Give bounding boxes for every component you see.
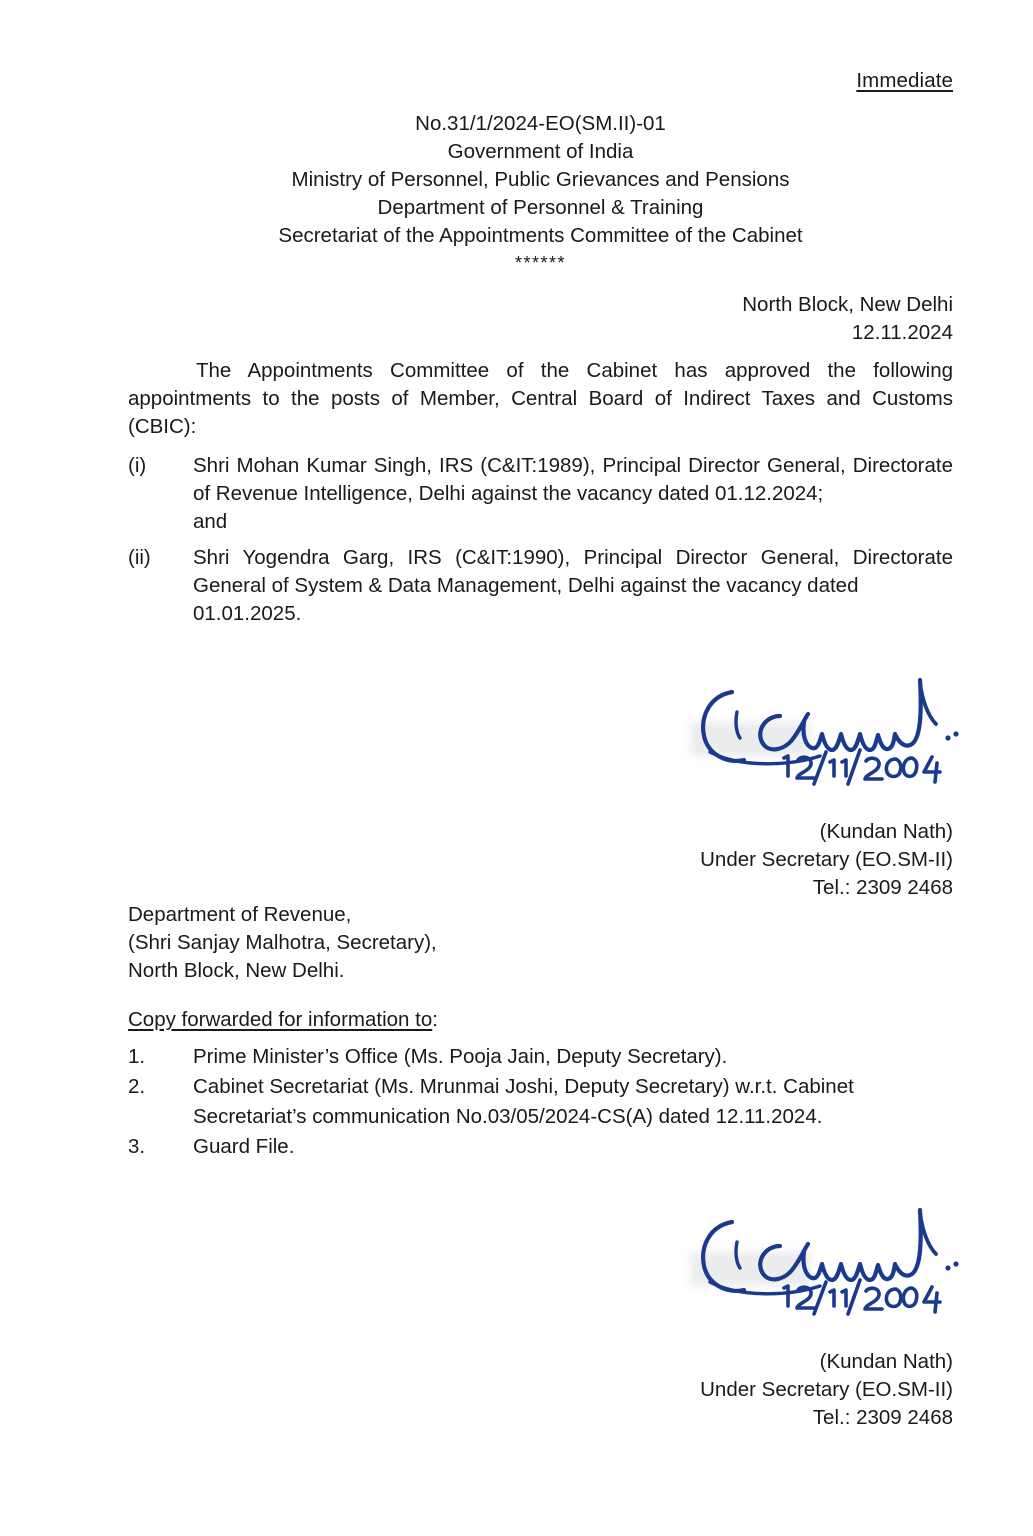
date-line: 12.11.2024	[851, 321, 953, 344]
priority-label-row	[128, 68, 953, 94]
appointment-tail: 01.01.2025.	[193, 602, 302, 625]
appointments-list	[128, 452, 953, 636]
copy-item-tail: Secretariat’s communication No.03/05/2024-CS(A) dated 12.11.2024.	[193, 1105, 823, 1128]
secretariat-name: Secretariat of the Appointments Committee of the Cabinet	[278, 224, 803, 247]
signatory-designation: Under Secretary (EO.SM-II)	[700, 1378, 953, 1401]
copy-forwarded-heading	[128, 1006, 438, 1034]
copy-item-text: Guard File.	[193, 1135, 295, 1158]
handwritten-signature-icon	[680, 660, 980, 790]
addressee-line-3: North Block, New Delhi.	[128, 959, 345, 982]
signature-block-primary	[680, 660, 980, 790]
appointment-item	[128, 544, 953, 628]
appointment-text-wrap	[193, 544, 953, 628]
ministry-name: Ministry of Personnel, Public Grievances and Pensions	[291, 168, 790, 191]
appointment-tail: and	[193, 510, 228, 533]
signatory-block-secondary	[553, 1348, 953, 1432]
copy-item-marker: 3.	[128, 1135, 146, 1158]
place-date-block	[128, 291, 953, 347]
copy-forwarded-list	[128, 1042, 953, 1162]
header-separator: ******	[514, 253, 567, 273]
signatory-designation: Under Secretary (EO.SM-II)	[700, 848, 953, 871]
copy-list-item	[128, 1042, 953, 1072]
department-name: Department of Personnel & Training	[377, 196, 704, 219]
copy-item-text-wrap	[193, 1072, 953, 1132]
handwritten-signature-icon	[680, 1190, 980, 1320]
appointment-text-wrap	[193, 452, 953, 536]
copy-list-item	[128, 1132, 953, 1162]
place-line: North Block, New Delhi	[742, 293, 953, 316]
government-name: Government of India	[447, 140, 634, 163]
signature-block-secondary	[680, 1190, 980, 1320]
copy-item-text-wrap	[193, 1132, 953, 1162]
copy-item-text-wrap	[193, 1042, 953, 1072]
appointment-item	[128, 452, 953, 536]
copy-list-item	[128, 1072, 953, 1132]
addressee-block	[128, 901, 728, 985]
appointment-text: Shri Yogendra Garg, IRS (C&IT:1990), Principal Director General, Directorate General of System & Data Management, Delhi against the vacancy dated	[193, 546, 953, 597]
letterhead	[128, 110, 953, 274]
addressee-line-1: Department of Revenue,	[128, 903, 352, 926]
appointment-text: Shri Mohan Kumar Singh, IRS (C&IT:1989), Principal Director General, Directorate of Revenue Intelligence, Delhi against the vacancy dated 01.12.2024;	[193, 454, 953, 505]
copy-item-marker: 2.	[128, 1075, 146, 1098]
priority-label: Immediate	[856, 69, 953, 92]
signatory-name: (Kundan Nath)	[819, 1350, 953, 1373]
addressee-line-2: (Shri Sanjay Malhotra, Secretary),	[128, 931, 437, 954]
copy-item-text: Prime Minister’s Office (Ms. Pooja Jain, Deputy Secretary).	[193, 1045, 728, 1068]
appointment-marker: (i)	[128, 454, 147, 477]
copy-forwarded-heading-text: Copy forwarded for information to	[128, 1008, 433, 1031]
signatory-telephone: Tel.: 2309 2468	[812, 876, 953, 899]
signatory-name: (Kundan Nath)	[819, 820, 953, 843]
signatory-telephone: Tel.: 2309 2468	[812, 1406, 953, 1429]
body-paragraph: The Appointments Committee of the Cabinet has approved the following appointments to the posts of Member, Central Board of Indirect Taxes and Customs (CBIC):	[128, 359, 953, 438]
copy-forwarded-heading-colon: :	[432, 1008, 438, 1031]
reference-number: No.31/1/2024-EO(SM.II)-01	[415, 112, 666, 135]
signatory-block-primary	[553, 818, 953, 902]
copy-item-marker: 1.	[128, 1045, 146, 1068]
copy-item-text: Cabinet Secretariat (Ms. Mrunmai Joshi, Deputy Secretary) w.r.t. Cabinet	[193, 1075, 854, 1098]
appointment-marker: (ii)	[128, 546, 151, 569]
